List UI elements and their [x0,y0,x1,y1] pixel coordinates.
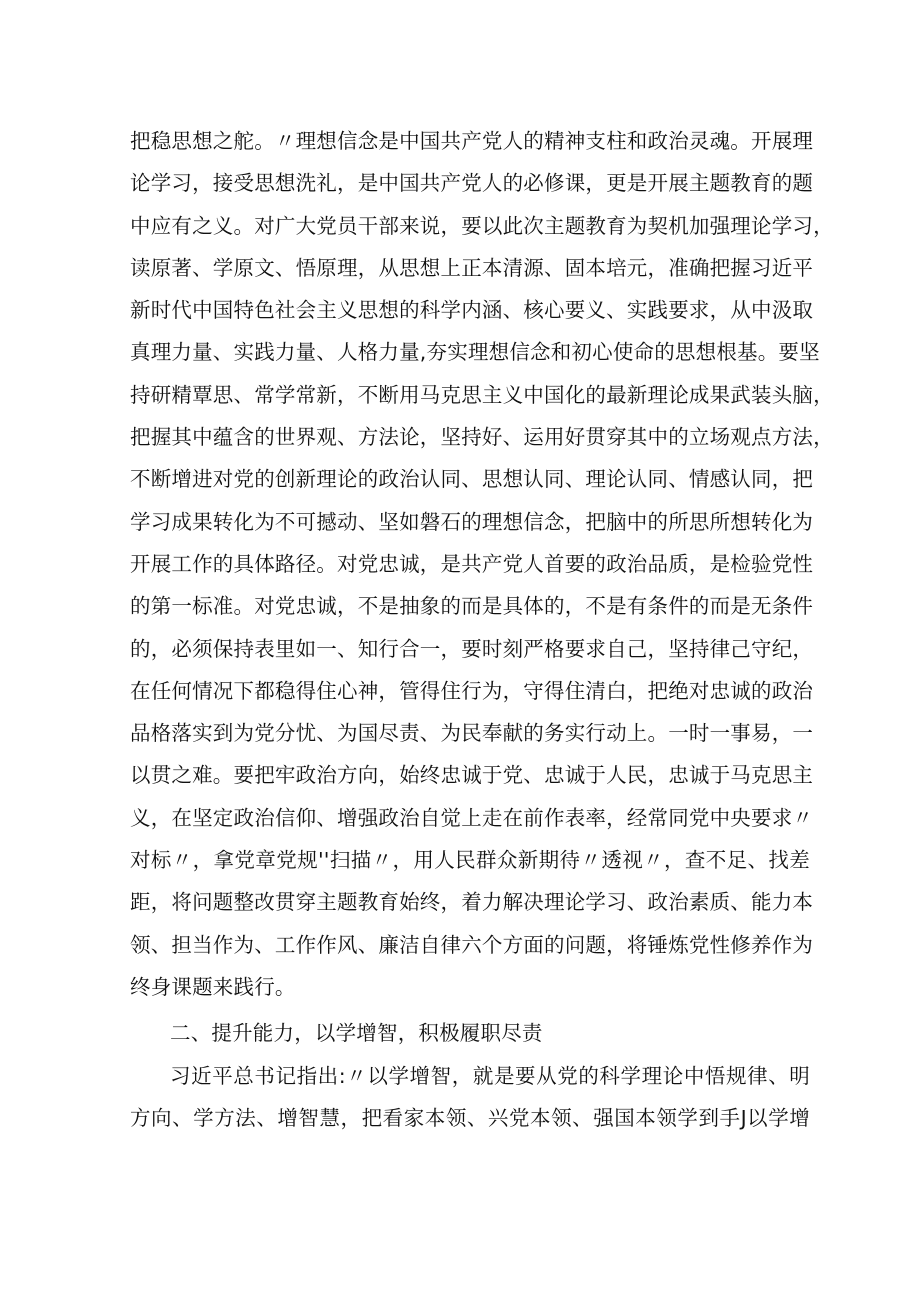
section-heading: 二、提升能力，以学增智，积极履职尽责 [170,1021,543,1046]
text-line: 新时代中国特色社会主义思想的科学内涵、核心要义、实践要求，从中汲取 [130,298,814,323]
text-line: 论学习，接受思想洗礼，是中国共产党人的必修课，更是开展主题教育的题 [130,171,814,196]
text-line: 义，在坚定政治信仰、增强政治自觉上走在前作表率，经常同党中央要求〃 [130,805,814,830]
text-line: 品格落实到为党分忧、为国尽责、为民奉献的务实行动上。一时一事易，一 [130,721,814,746]
paragraph-learning-wisdom [130,1055,810,1140]
text-line: 终身课题来践行。 [130,974,296,999]
text-line: 距，将问题整改贯穿主题教育始终，着力解决理论学习、政治素质、能力本 [130,890,814,915]
text-line: 把稳思想之舵。〃理想信念是中国共产党人的精神支柱和政治灵魂。开展理 [130,129,814,153]
text-line: 把握其中蕴含的世界观、方法论，坚持好、运用好贯穿其中的立场观点方法， [130,425,834,450]
text-line: 对标〃，拿党章党规''扫描〃，用人民群众新期待〃透视〃，查不足、找差 [130,848,810,873]
document-body [130,120,834,1139]
text-line: 不断增进对党的创新理论的政治认同、思想认同、理论认同、情感认同，把 [130,467,814,492]
text-line: 真理力量、实践力量、人格力量,夯实理想信念和初心使命的思想根基。要坚 [130,340,820,365]
text-line: 持研精覃思、常学常新，不断用马克思主义中国化的最新理论成果武装头脑， [130,382,834,407]
text-line: 在任何情况下都稳得住心神，管得住行为，守得住清白，把绝对忠诚的政治 [130,678,814,703]
paragraph-ideals-and-loyalty [130,120,834,1008]
text-line: 习近平总书记指出:〃以学增智，就是要从党的科学理论中悟规律、明 [170,1063,810,1088]
text-line: 学习成果转化为不可撼动、坚如磐石的理想信念，把脑中的所思所想转化为 [130,509,814,534]
text-line: 的第一标准。对党忠诚，不是抽象的而是具体的，不是有条件的而是无条件 [130,594,814,619]
text-line: 的，必须保持表里如一、知行合一，要时刻严格要求自己，坚持律己守纪， [130,636,814,661]
text-line: 领、担当作为、工作作风、廉洁自律六个方面的问题，将锤炼党性修养作为 [130,932,814,957]
text-line: 中应有之义。对广大党员干部来说，要以此次主题教育为契机加强理论学习， [130,213,834,238]
text-line: 方向、学方法、增智慧，把看家本领、兴党本领、强国本领学到手J以学增 [130,1105,810,1130]
text-line: 读原著、学原文、悟原理，从思想上正本清源、固本培元，准确把握习近平 [130,255,814,280]
text-line: 开展工作的具体路径。对党忠诚，是共产党人首要的政治品质，是检验党性 [130,551,814,576]
text-line: 以贯之难。要把牢政治方向，始终忠诚于党、忠诚于人民，忠诚于马克思主 [130,763,814,788]
